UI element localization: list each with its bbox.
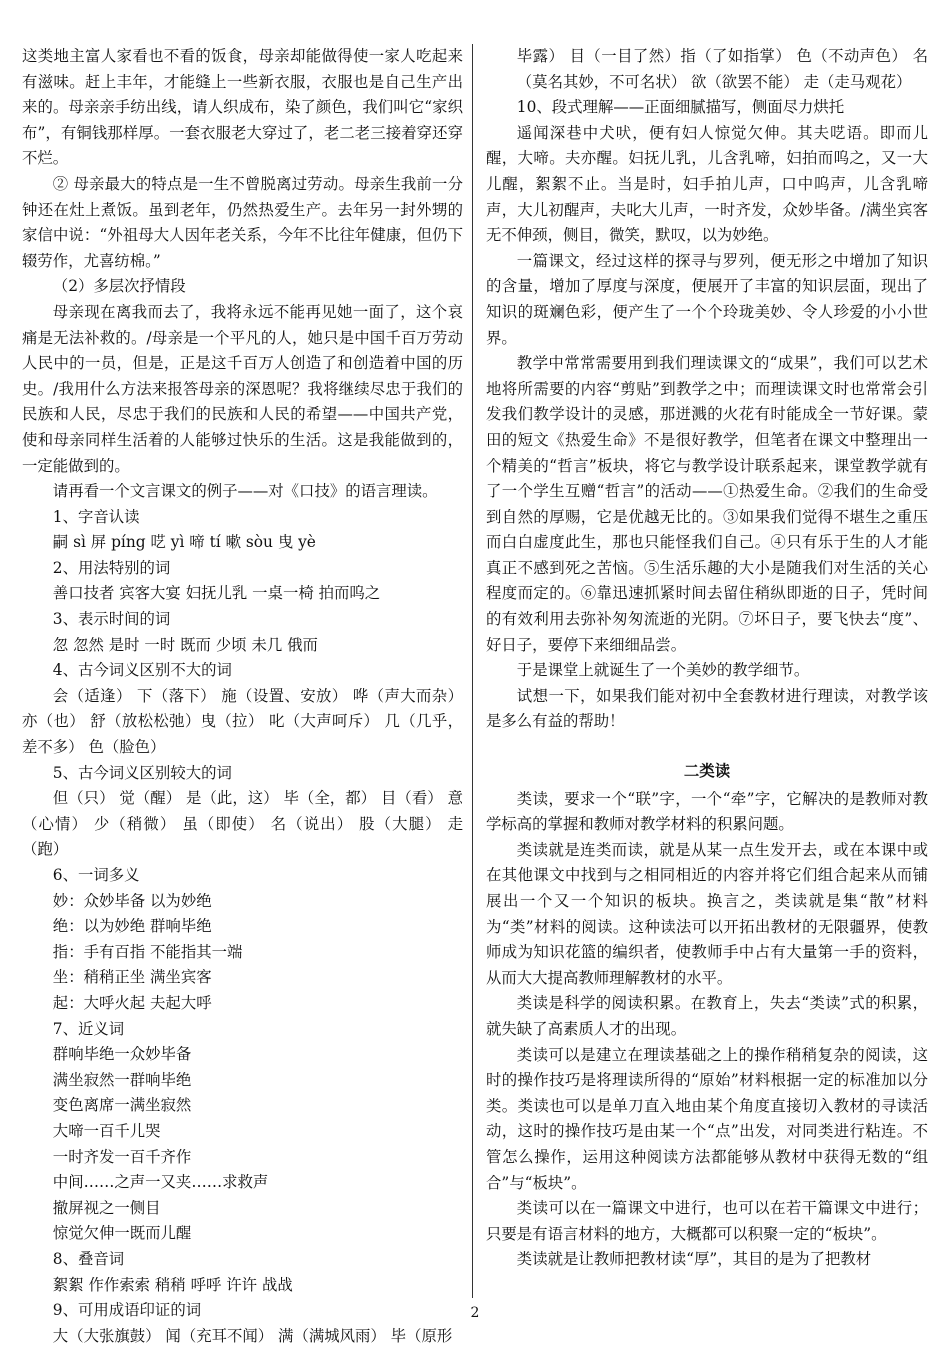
paragraph: 5、古今词义区别较大的词	[52, 763, 232, 782]
paragraph: 类读是科学的阅读积累。在教育上，失去“类读”式的积累，就失缺了高素质人才的出现。	[486, 994, 928, 1038]
paragraph: 大啼一百千儿哭	[52, 1121, 161, 1140]
paragraph: 类读就是让教师把教材读“厚”，其目的是为了把教材	[516, 1250, 872, 1269]
paragraph: 惊觉欠伸一既而儿醒	[52, 1224, 192, 1243]
paragraph: （2）多层次抒情段	[52, 277, 186, 296]
paragraph: 4、古今词义区别不大的词	[52, 661, 232, 680]
paragraph: 9、可用成语印证的词	[52, 1301, 202, 1320]
paragraph: 大（大张旗鼓） 闻（充耳不闻） 满（满城风雨） 毕（原形	[52, 1326, 453, 1345]
paragraph: 忽 忽然 是时 一时 既而 少顷 未几 俄而	[52, 635, 318, 654]
left-column	[22, 44, 463, 1349]
paragraph: 母亲现在离我而去了，我将永远不能再见她一面了，这个哀痛是无法补救的。/母亲是一个平凡的人，她只是中国千百万劳动人民中的一员，但是，正是这千百万人创造了和创造着中国的历史。/我用什么方法来报答母亲的深恩呢？我将继续尽忠于我们的民族和人民，尽忠于我们的民族和人民的希望——中国共产党，使和母亲同样生活着的人能够过快乐的生活。这是我能做到的，一定能做到的。	[22, 302, 463, 475]
paragraph: 试想一下，如果我们能对初中全套教材进行理读，对教学该是多么有益的帮助！	[486, 686, 928, 731]
paragraph: 绝：以为妙绝 群响毕绝	[52, 917, 212, 936]
paragraph: 8、叠音词	[52, 1249, 125, 1268]
right-column	[486, 44, 928, 1273]
paragraph: 善口技者 宾客大宴 妇抚儿乳 一桌一椅 拍而呜之	[52, 584, 381, 603]
paragraph: 一时齐发一百千齐作	[52, 1147, 192, 1166]
paragraph: 一篇课文，经过这样的探寻与罗列，便无形之中增加了知识的含量，增加了厚度与深度，便展开了丰富的知识层面，现出了知识的斑斓色彩，便产生了一个个玲珑美妙、令人珍爱的小小世界。	[486, 251, 928, 347]
paragraph: 类读可以是建立在理读基础之上的操作稍稍复杂的阅读，这时的操作技巧是将理读所得的“原始”材料根据一定的标准加以分类。类读也可以是单刀直入地由某个角度直接切入教材的寻读活动，这时的操作技巧是由某一个“点”出发，对同类进行粘连。不管怎么操作，运用这种阅读方法都能够从教材中获得无数的“组合”与“板块”。	[486, 1045, 928, 1192]
paragraph: 遥闻深巷中犬吠，便有妇人惊觉欠伸。其夫呓语。即而儿醒，大啼。夫亦醒。妇抚儿乳，儿含乳啼，妇拍而呜之，又一大儿醒，絮絮不止。当是时，妇手拍儿声，口中呜声，儿含乳啼声，大儿初醒声，夫叱大儿声，一时齐发，众妙毕备。/满坐宾客无不伸颈，侧目，微笑，默叹，以为妙绝。	[486, 123, 928, 245]
column-divider	[472, 44, 473, 1298]
paragraph: 请再看一个文言课文的例子——对《口技》的语言理读。	[52, 482, 438, 501]
paragraph: 1、字音认读	[52, 507, 140, 526]
paragraph: 毕露） 目（一目了然）指（了如指掌） 色（不动声色） 名（莫名其妙，不可名状） 欲（欲罢不能） 走（走马观花）	[516, 47, 928, 91]
paragraph: 类读可以在一篇课文中进行，也可以在若干篇课文中进行；只要是有语言材料的地方，大概都可以积聚一定的“板块”。	[486, 1199, 928, 1243]
paragraph: 类读，要求一个“联”字，一个“牵”字，它解决的是教师对教学标高的掌握和教师对教学材料的积累问题。	[486, 789, 928, 834]
paragraph: 坐：稍稍正坐 满坐宾客	[52, 968, 212, 987]
paragraph: 3、表示时间的词	[52, 610, 171, 629]
paragraph: 妙：众妙毕备 以为妙绝	[52, 891, 212, 910]
paragraph: 6、一词多义	[52, 866, 140, 884]
paragraph: ② 母亲最大的特点是一生不曾脱离过劳动。母亲生我前一分钟还在灶上煮饭。虽到老年，仍然热爱生产。去年另一封外甥的家信中说：“外祖母大人因年老关系，今年不比往年健康，但仍下辍劳作，尤喜纺棉。”	[22, 174, 463, 270]
paragraph: 絮絮 作作索索 稍稍 呼呼 许许 战战	[52, 1275, 293, 1294]
paragraph: 7、近义词	[52, 1019, 125, 1038]
paragraph: 类读就是连类而读，就是从某一点生发开去，或在本课中或在其他课文中找到与之相同相近的内容并将它们组合起来从而铺展出一个又一个知识的板块。换言之，类读就是集“散”材料为“类”材料的阅读。这种读法可以开拓出教材的无限疆界，使教师成为知识花篮的编织者，使教师手中占有大量第一手的资料，从而大大提高教师理解教材的水平。	[486, 840, 928, 987]
paragraph: 嗣 sì 屏 píng 呓 yì 啼 tí 嗽 sòu 曳 yè	[52, 533, 316, 552]
section-heading: 二类读	[683, 762, 731, 781]
paragraph: 这类地主富人家看也不看的饭食，母亲却能做得使一家人吃起来有滋味。赶上丰年，才能缝上一些新衣服，衣服也是自己生产出来的。母亲亲手纺出线，请人织成布，染了颜色，我们叫它“家织布”，有铜钱那样厚。一套衣服老大穿过了，老二老三接着穿还穿不烂。	[22, 47, 463, 168]
paragraph: 起：大呼火起 夫起大呼	[52, 993, 212, 1012]
paragraph: 会（适逢） 下（落下） 施（设置、安放） 哗（声大而杂） 亦（也） 舒（放松松弛）曳（拉） 叱（大声呵斥） 几（几乎，差不多） 色（脸色）	[22, 686, 463, 757]
paragraph: 教学中常常需要用到我们理读课文的“成果”，我们可以艺术地将所需要的内容“剪贴”到教学之中；而理读课文时也常常会引发我们教学设计的灵感，那迸溅的火花有时能成全一节好课。蒙田的短文《热爱生命》不是很好教学，但笔者在课文中整理出一个精美的“哲言”板块，将它与教学设计联系起来，课堂教学就有了一个学生互赠“哲言”的活动——①热爱生命。②我们的生命受到自然的厚赐，它是优越无比的。③如果我们觉得不堪生之重压而白白虚度此生，那也只能怪我们自己。④只有乐于生的人才能真正不感到死之苦恼。⑤生活乐趣的大小是随我们对生活的关心程度而定的。⑥靠迅速抓紧时间去留住稍纵即逝的日子，凭时间的有效利用去弥补匆匆流逝的光阴。⑦坏日子，要飞快去“度”、好日子，要停下来细细品尝。	[486, 354, 928, 654]
paragraph: 指：手有百指 不能指其一端	[52, 942, 243, 961]
paragraph: 2、用法特别的词	[52, 558, 171, 577]
paragraph: 满坐寂然一群响毕绝	[52, 1070, 192, 1089]
paragraph: 中间……之声一又夹……求救声	[52, 1173, 269, 1192]
paragraph: 变色离席一满坐寂然	[52, 1096, 192, 1115]
paragraph: 群响毕绝一众妙毕备	[52, 1045, 192, 1064]
paragraph: 10、段式理解——正面细腻描写，侧面尽力烘托	[516, 98, 845, 117]
paragraph: 于是课堂上就诞生了一个美妙的教学细节。	[516, 661, 810, 680]
page-number: 2	[470, 1305, 480, 1321]
paragraph: 但（只） 觉（醒） 是（此，这） 毕（全，都） 目（看） 意（心情） 少（稍微） 虽（即使） 名（说出） 股（大腿） 走（跑）	[22, 789, 463, 859]
paragraph: 撤屏视之一侧目	[52, 1198, 161, 1217]
